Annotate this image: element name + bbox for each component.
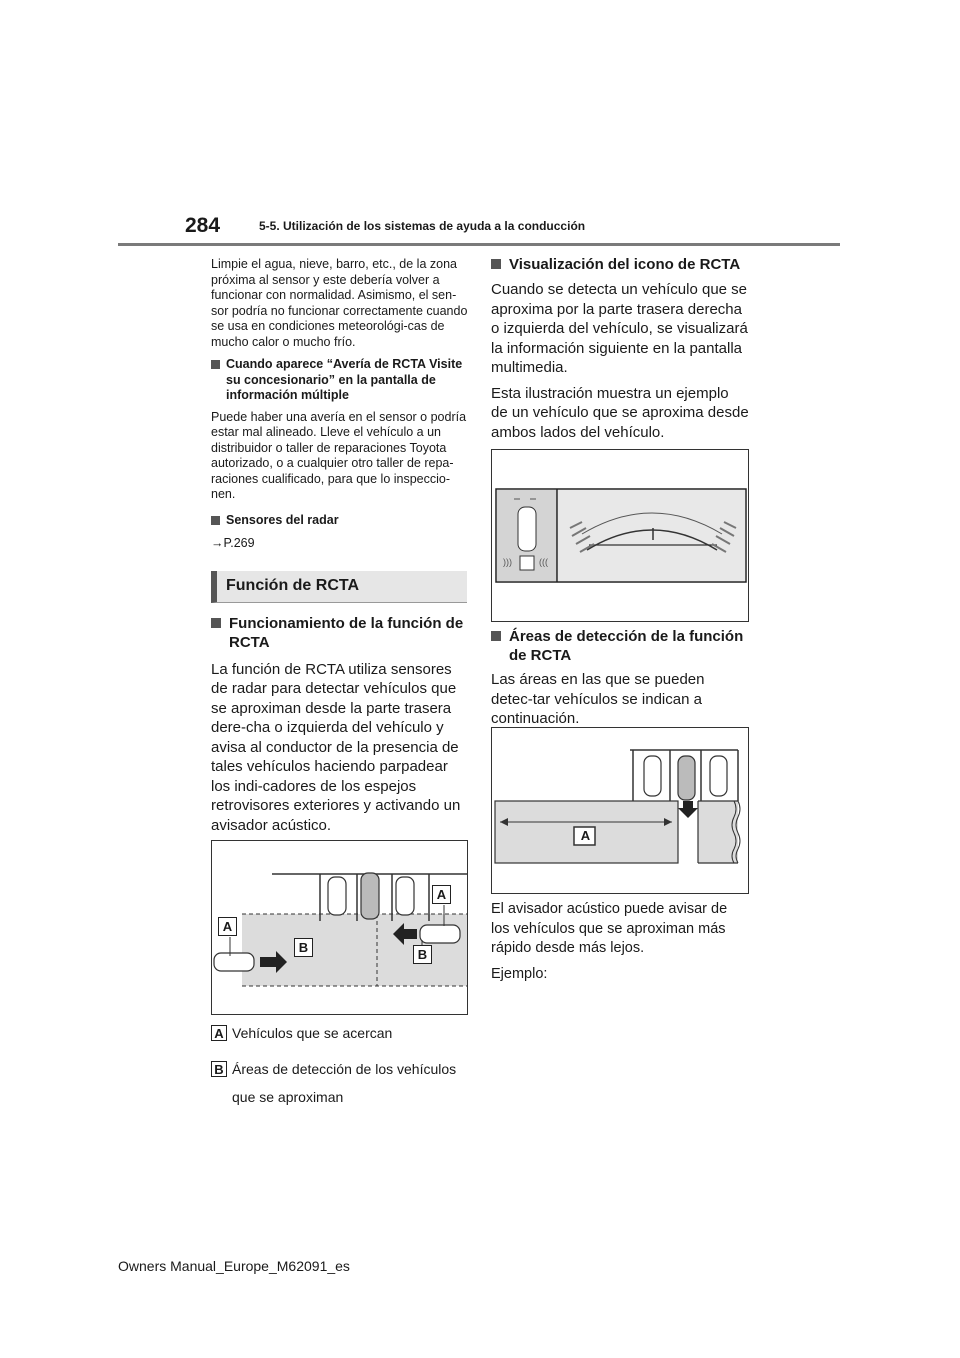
figure-label-a-left: A	[218, 917, 237, 936]
legend-key-a: A	[211, 1025, 227, 1041]
legend-text-b: Áreas de detección de los vehículos	[232, 1061, 457, 1077]
areas-paragraph: Las áreas en las que se pueden detec-tar vehículos se indican a continuación.	[491, 671, 705, 727]
arrow-down-icon	[678, 801, 698, 818]
figure-label-a-right: A	[432, 885, 451, 904]
left-column	[211, 257, 468, 835]
figure-label-a: A	[580, 828, 591, 843]
areas-heading-text: Áreas de detección de la función de RCTA	[509, 628, 744, 664]
legend-item-a	[211, 1025, 392, 1041]
figure-label-b-left: B	[294, 938, 313, 957]
fault-paragraph: Puede haber una avería en el sensor o podría estar mal alineado. Lleve el vehículo a un distribuidor o taller de reparaciones Toyota autorizado, o a cualquier otro taller de repa-raciones cualificado, para que lo inspeccio-nen.	[211, 409, 467, 501]
areas-section	[491, 627, 749, 729]
svg-text:(((: (((	[539, 557, 548, 567]
icon-paragraph-1: Cuando se detecta un vehículo que se aproxima por la parte trasera derecha o izquierda del vehículo, se visualizará la información siguiente en la pantalla multimedia.	[491, 281, 748, 376]
detection-areas-figure	[491, 727, 749, 894]
function-paragraph: La función de RCTA utiliza sensores de radar para detectar vehículos que se aproximan desde la parte trasera dere-cha o izquierda del vehículo y avisa al conductor de la presencia de tales vehículos haciendo parpadear los indi-cadores de los espejos retrovisores exteriores y activando un avisador acústico.	[211, 660, 461, 834]
icon-heading	[491, 255, 749, 274]
multimedia-screen-figure	[491, 449, 749, 622]
figure-label-b-right: B	[413, 945, 432, 964]
areas-heading	[491, 627, 749, 665]
square-bullet-icon	[491, 259, 501, 269]
own-vehicle	[361, 873, 379, 919]
areas-illustration	[492, 728, 748, 893]
buzzer-section	[491, 900, 749, 984]
fault-heading-text: Cuando aparece “Avería de RCTA Visite su concesionario” en la pantalla de información múltiple	[226, 357, 463, 402]
function-heading-text: Funcionamiento de la función de RCTA	[229, 614, 464, 651]
legend-key-b: B	[211, 1061, 227, 1077]
parked-car	[396, 877, 414, 915]
footer-document-id: Owners Manual_Europe_M62091_es	[118, 1258, 350, 1274]
square-bullet-icon	[211, 516, 220, 525]
parked-car	[328, 877, 346, 915]
cleaning-paragraph: Limpie el agua, nieve, barro, etc., de la zona próxima al sensor y este debería volver a funcionar con normalidad. Asimismo, el sen-sor podría no funcionar correctamente cuando se usa en condiciones meteorológi-cas de mucho calor o mucho frío.	[211, 257, 468, 349]
legend-item-b	[211, 1061, 456, 1077]
square-bullet-icon	[211, 360, 220, 369]
svg-text:))): )))	[503, 557, 512, 567]
screen-illustration	[492, 450, 748, 621]
example-label: Ejemplo:	[491, 965, 548, 982]
header-rule	[118, 243, 840, 246]
icon-paragraph-2: Esta ilustración muestra un ejemplo de un vehículo que se aproxima desde ambos lados del vehículo.	[491, 384, 749, 441]
function-heading	[211, 614, 468, 652]
square-bullet-icon	[211, 618, 221, 628]
square-bullet-icon	[491, 631, 501, 641]
parking-illustration	[212, 841, 467, 1014]
page-number: 284	[185, 214, 221, 237]
approaching-car-left	[214, 953, 254, 971]
right-column	[491, 255, 749, 442]
approaching-car-right	[420, 925, 460, 943]
radar-heading	[211, 513, 468, 529]
icon-heading-text: Visualización del icono de RCTA	[509, 256, 741, 273]
buzzer-paragraph: El avisador acústico puede avisar de los vehículos que se aproximan más rápido desde más lejos.	[491, 901, 728, 956]
fault-heading	[211, 357, 468, 404]
rcta-detection-figure	[211, 840, 468, 1015]
legend-text-a: Vehículos que se acercan	[232, 1025, 393, 1041]
radar-page-reference[interactable]: →P.269	[211, 536, 255, 550]
legend-text-b-cont: que se aproximan	[232, 1089, 344, 1105]
radar-heading-text: Sensores del radar	[226, 512, 339, 527]
rcta-section-title: Función de RCTA	[211, 571, 467, 603]
section-title: 5-5. Utilización de los sistemas de ayuda a la conducción	[259, 219, 586, 233]
